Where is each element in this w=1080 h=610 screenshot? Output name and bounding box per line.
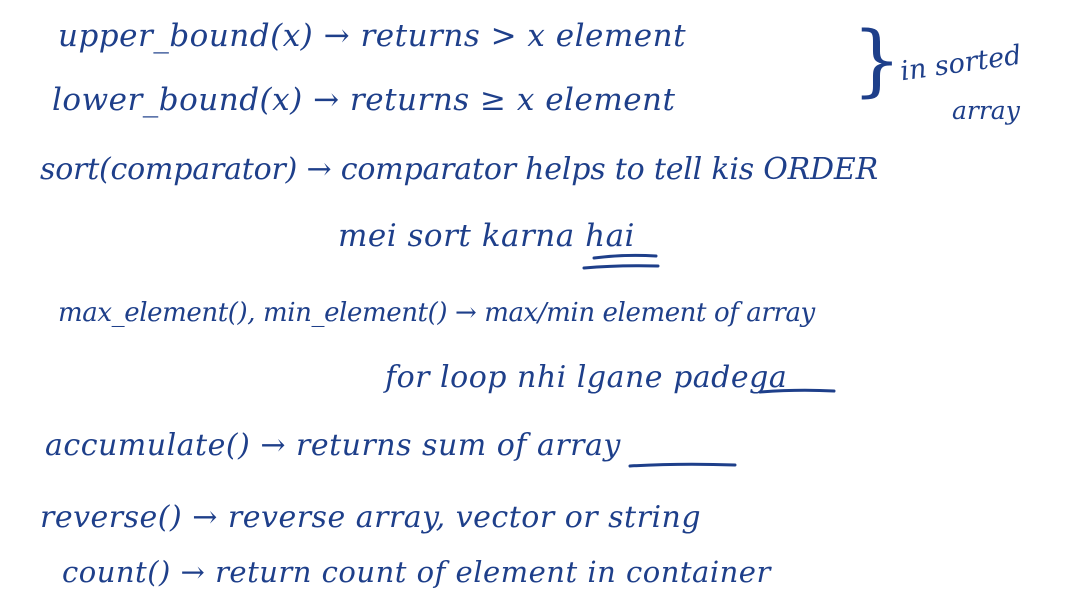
note-line-sort: sort(comparator) → comparator helps to tell kis ORDER [40,152,878,187]
underline-array [630,464,735,466]
note-line-upper-bound: upper_bound(x) → returns > x element [58,18,687,54]
note-line-sort-continued: mei sort karna hai [338,218,635,254]
underline-hai-top [594,255,656,258]
underline-hai-bottom [584,266,658,268]
note-line-lower-bound: lower_bound(x) → returns ≥ x element [52,82,676,118]
note-line-accumulate: accumulate() → returns sum of array [45,428,621,463]
side-note-in-sorted: in sorted [898,39,1024,88]
note-line-for-loop: for loop nhi lgane padega [385,360,788,395]
note-line-count: count() → return count of element in container [62,555,771,589]
side-note-array: array [952,96,1020,125]
curly-brace-mark: } [852,16,902,106]
note-line-max-min-element: max_element(), min_element() → max/min element of array [58,298,815,328]
note-line-reverse: reverse() → reverse array, vector or string [40,500,702,535]
underline-padega [760,390,834,392]
